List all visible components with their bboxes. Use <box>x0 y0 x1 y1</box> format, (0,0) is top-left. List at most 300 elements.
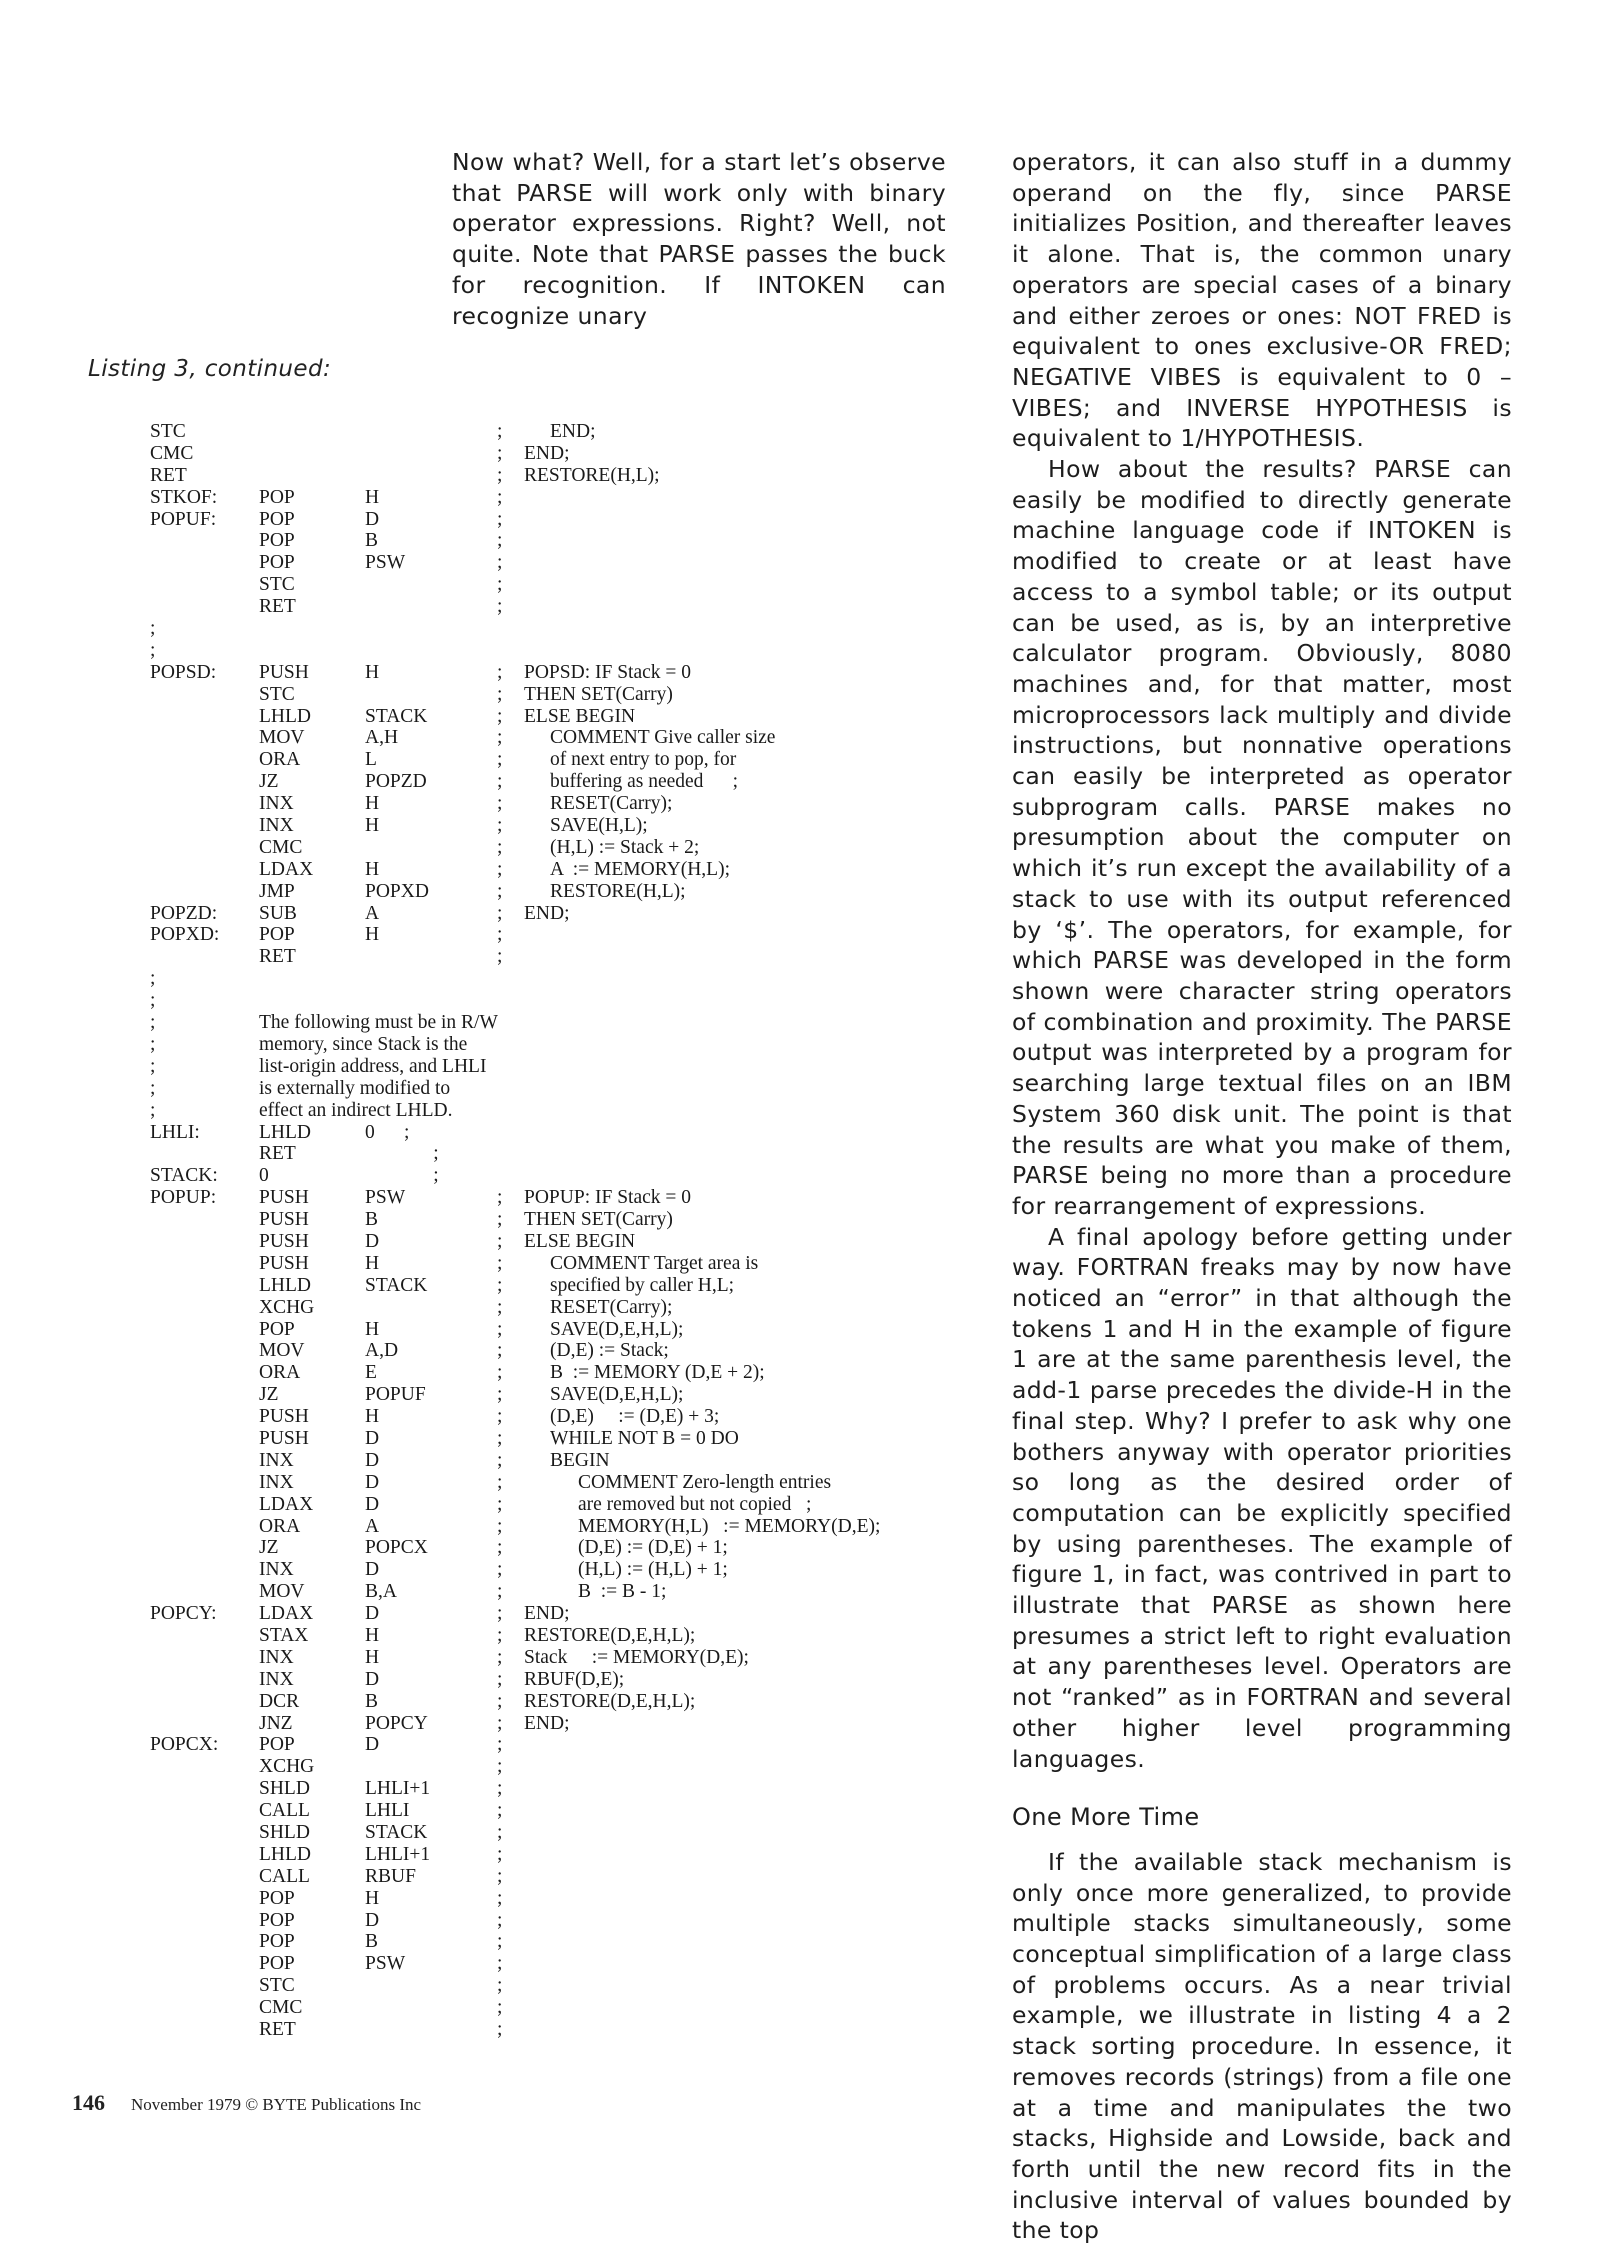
listing-semicolon: ; <box>497 1800 503 1822</box>
listing-row <box>150 662 910 684</box>
listing-semicolon: ; <box>497 1931 503 1953</box>
listing-opcode: CMC <box>259 836 303 858</box>
listing-semicolon: ; <box>497 1537 503 1559</box>
listing-semicolon: ; <box>497 1690 503 1712</box>
listing-label: POPUF: <box>150 508 217 530</box>
listing-row <box>150 1516 910 1538</box>
listing-opcode: XCHG <box>259 1296 315 1318</box>
listing-opcode: POP <box>259 1734 295 1756</box>
intro-text: Now what? Well, for a start let’s observe that PARSE will work only with binary operator expressions. Right? Well, not quite. Note that PARSE passes the buck for recognition. If INTOKEN can recognize unary <box>452 148 946 330</box>
listing-row <box>150 1472 910 1494</box>
listing-comment: (D,E) := Stack; <box>550 1340 669 1362</box>
listing-operand: STACK <box>365 705 428 727</box>
listing-comment: are removed but not copied ; <box>578 1493 812 1515</box>
listing-row <box>150 793 910 815</box>
listing-semicolon: ; <box>497 1427 503 1449</box>
listing-semicolon: ; <box>497 1953 503 1975</box>
listing-row <box>150 1866 910 1888</box>
listing-comment: SAVE(H,L); <box>550 815 648 837</box>
listing-opcode: RET <box>259 946 296 968</box>
listing-operand: D <box>365 1493 380 1515</box>
listing-label: LHLI: <box>150 1121 200 1143</box>
listing-row <box>150 749 910 771</box>
listing-label: STC <box>150 421 186 442</box>
listing-operand: H <box>365 924 380 946</box>
listing-row <box>150 1953 910 1975</box>
listing-row <box>150 640 910 662</box>
listing-semicolon: ; <box>497 1997 503 2019</box>
listing-comment: POPUP: IF Stack = 0 <box>524 1187 692 1209</box>
listing-label: ; <box>150 968 156 990</box>
listing-semicolon: ; <box>497 1209 503 1231</box>
listing-opcode: POP <box>259 552 295 574</box>
listing-label: POPUP: <box>150 1187 217 1209</box>
listing-semicolon: ; <box>497 946 503 968</box>
listing-row <box>150 1844 910 1866</box>
listing-semicolon: ; <box>497 771 503 793</box>
listing-opcode: SHLD <box>259 1822 310 1843</box>
listing-label: POPCY: <box>150 1603 217 1625</box>
paragraph-1: operators, it can also stuff in a dummy operand on the fly, since PARSE initializes Position, and thereafter leaves it alone. That is, the common unary operators are special cases of a binary and either zeroes or ones: NOT FRED is equivalent to ones exclusive-OR FRED; NEGATIVE VIBES is equivalent to 0 – VIBES; and INVERSE HYPOTHESIS is equivalent to 1/HYPOTHESIS. <box>1012 148 1512 453</box>
listing-opcode: POP <box>259 1931 295 1953</box>
listing-opcode: PUSH <box>259 1209 309 1231</box>
listing-semicolon: ; <box>497 749 503 771</box>
listing-operand: LHLI+1 <box>365 1843 431 1865</box>
listing-row <box>150 881 910 903</box>
listing-comment: POPSD: IF Stack = 0 <box>524 661 692 683</box>
listing-comment: RESET(Carry); <box>550 793 673 815</box>
listing-operand: PSW <box>365 1953 406 1975</box>
listing-opcode: LDAX <box>259 1603 314 1625</box>
listing-opcode: LDAX <box>259 1493 314 1515</box>
listing-semicolon: ; <box>497 1668 503 1690</box>
listing-operand: B <box>365 1690 379 1712</box>
listing-row <box>150 968 910 990</box>
listing-opcode: CMC <box>259 1997 303 2019</box>
listing-semicolon: ; <box>497 1975 503 1997</box>
paragraph-2: How about the results? PARSE can easily be modified to directly generate machine language code if INTOKEN is modified to create or at least have access to a symbol table; or its output can be used, as is, by an interpretive calculator program. Obviously, 8080 machines and, for that matter, most microprocessors lack multiply and divide instructions, but nonnative operations can easily be interpreted as operator subprogram calls. PARSE makes no presumption about the computer on which it’s run except the availability of a stack to use with its output referenced by ‘$’. The operators, for example, for which PARSE was developed in the form shown were character string operators of combination and proximity. The PARSE output was interpreted by a program for searching large textual files on an IBM System 360 disk unit. The point is that the results are what you make of them, PARSE being no more than a procedure for rearrangement of expressions. <box>1012 455 1512 1220</box>
listing-operand: B <box>365 1209 379 1231</box>
listing-label: ; <box>150 1012 156 1034</box>
listing-semicolon: ; <box>497 1274 503 1296</box>
listing-semicolon: ; <box>497 1603 503 1625</box>
listing-row <box>150 1165 910 1187</box>
listing-opcode: MOV <box>259 727 305 749</box>
listing-operand: D <box>365 1559 380 1581</box>
listing-semicolon: ; <box>497 1887 503 1909</box>
listing-opcode: PUSH <box>259 661 309 683</box>
listing-comment: (D,E) := (D,E) + 1; <box>578 1537 728 1559</box>
listing-operand: D <box>365 1603 380 1625</box>
listing-semicolon: ; <box>497 858 503 880</box>
listing-row <box>150 1888 910 1910</box>
listing-semicolon: ; <box>497 1187 503 1209</box>
listing-operand: LHLI <box>365 1800 410 1822</box>
listing-label: ; <box>150 618 156 640</box>
listing-opcode: POP <box>259 1318 295 1340</box>
listing-label: POPXD: <box>150 924 220 946</box>
listing-row <box>150 1931 910 1953</box>
listing-opcode: POP <box>259 924 295 946</box>
listing-semicolon: ; <box>497 902 503 924</box>
listing-row <box>150 487 910 509</box>
page-footer <box>72 2090 421 2116</box>
listing-label: ; <box>150 1033 156 1055</box>
listing-row <box>150 1975 910 1997</box>
listing-operand: H <box>365 815 380 837</box>
listing-operand: A <box>365 902 380 924</box>
listing-semicolon: ; <box>497 924 503 946</box>
listing-opcode: LDAX <box>259 858 314 880</box>
listing-row <box>150 443 910 465</box>
listing-semicolon: ; <box>497 2019 503 2041</box>
listing-label: STKOF: <box>150 486 218 508</box>
listing-operand: A,D <box>365 1340 399 1362</box>
listing-operand: H <box>365 1887 380 1909</box>
listing-opcode: STAX <box>259 1624 309 1646</box>
listing-row <box>150 1581 910 1603</box>
listing-row <box>150 574 910 596</box>
listing-opcode: JNZ <box>259 1712 293 1734</box>
listing-operand: H <box>365 1646 380 1668</box>
listing-label: ; <box>150 639 156 661</box>
listing-operand: H <box>365 793 380 815</box>
listing-semicolon: ; <box>497 1822 503 1843</box>
listing-operand: D <box>365 1734 380 1756</box>
listing-comment: RESTORE(H,L); <box>524 464 660 486</box>
listing-row <box>150 1778 910 1800</box>
listing-semicolon: ; <box>497 486 503 508</box>
listing-comment: A := MEMORY(H,L); <box>550 858 731 880</box>
listing-operand: D <box>365 1230 380 1252</box>
listing-semicolon: ; <box>497 815 503 837</box>
listing-opcode: ORA <box>259 1362 301 1384</box>
listing-operand: H <box>365 1624 380 1646</box>
listing-operand: H <box>365 1318 380 1340</box>
listing-opcode: RET <box>259 596 296 618</box>
listing-row <box>150 1822 910 1844</box>
listing-row <box>150 1997 910 2019</box>
listing-row <box>150 1078 910 1100</box>
listing-semicolon: ; <box>497 1515 503 1537</box>
listing-row <box>150 1734 910 1756</box>
listing-opcode: INX <box>259 793 294 815</box>
listing-opcode: LHLD <box>259 1121 311 1143</box>
code-listing <box>150 421 910 2041</box>
listing-row <box>150 1297 910 1319</box>
listing-operand: A <box>365 1515 380 1537</box>
listing-opcode: CALL <box>259 1800 310 1822</box>
listing-semicolon: ; <box>497 1252 503 1274</box>
listing-opcode: ORA <box>259 749 301 771</box>
listing-operand: A,H <box>365 727 399 749</box>
listing-operand: D <box>365 1427 380 1449</box>
listing-row <box>150 1231 910 1253</box>
listing-row <box>150 1362 910 1384</box>
listing-semicolon: ; <box>497 574 503 596</box>
listing-operand: STACK <box>365 1822 428 1843</box>
listing-opcode: PUSH <box>259 1406 309 1428</box>
listing-row <box>150 618 910 640</box>
listing-semicolon: ; <box>497 1230 503 1252</box>
listing-row <box>150 1910 910 1932</box>
listing-comment: COMMENT Give caller size <box>550 727 776 749</box>
listing-semicolon: ; <box>497 1559 503 1581</box>
listing-row <box>150 837 910 859</box>
listing-row <box>150 2019 910 2041</box>
listing-semicolon: ; <box>497 1734 503 1756</box>
listing-comment: THEN SET(Carry) <box>524 683 673 705</box>
listing-semicolon: ; <box>497 1296 503 1318</box>
listing-operand: D <box>365 1471 380 1493</box>
listing-semicolon: ; <box>497 1471 503 1493</box>
listing-operand: B,A <box>365 1581 397 1603</box>
listing-semicolon: ; <box>497 793 503 815</box>
listing-opcode: STC <box>259 683 295 705</box>
listing-comment: (H,L) := Stack + 2; <box>550 836 700 858</box>
listing-operand: D <box>365 508 380 530</box>
listing-opcode: INX <box>259 1668 294 1690</box>
listing-semicolon: ; <box>497 683 503 705</box>
listing-opcode: STC <box>259 574 295 596</box>
listing-row <box>150 1494 910 1516</box>
listing-semicolon: ; <box>497 1843 503 1865</box>
listing-comment: COMMENT Zero-length entries <box>578 1471 832 1493</box>
listing-semicolon: ; <box>497 1493 503 1515</box>
listing-comment: SAVE(D,E,H,L); <box>550 1318 684 1340</box>
listing-row <box>150 1406 910 1428</box>
listing-operand: RBUF <box>365 1865 416 1887</box>
listing-comment: THEN SET(Carry) <box>524 1209 673 1231</box>
listing-semicolon: ; <box>497 596 503 618</box>
listing-operand: B <box>365 1931 379 1953</box>
listing-row <box>150 684 910 706</box>
listing-note: The following must be in R/W <box>259 1012 498 1034</box>
listing-row <box>150 596 910 618</box>
listing-opcode: JZ <box>259 1537 279 1559</box>
listing-operand: D <box>365 1668 380 1690</box>
listing-semicolon: ; <box>497 1756 503 1778</box>
listing-row <box>150 1603 910 1625</box>
listing-semicolon: ; <box>497 421 503 442</box>
listing-opcode: POP <box>259 1953 295 1975</box>
listing-label: CMC <box>150 442 194 464</box>
listing-row <box>150 946 910 968</box>
listing-row <box>150 727 910 749</box>
listing-opcode: PUSH <box>259 1252 309 1274</box>
listing-opcode: LHLD <box>259 1274 311 1296</box>
listing-operand: POPCY <box>365 1712 428 1734</box>
listing-comment: END; <box>524 442 570 464</box>
listing-semicolon: ; <box>497 508 503 530</box>
listing-label: ; <box>150 1077 156 1099</box>
listing-comment: END; <box>524 902 570 924</box>
listing-comment: RESTORE(D,E,H,L); <box>524 1690 696 1712</box>
listing-opcode: JZ <box>259 771 279 793</box>
listing-opcode: LHLD <box>259 1843 311 1865</box>
listing-operand: POPZD <box>365 771 427 793</box>
listing-semicolon: ; <box>497 1362 503 1384</box>
listing-row <box>150 1450 910 1472</box>
listing-comment: RESTORE(H,L); <box>550 880 686 902</box>
listing-label: RET <box>150 464 187 486</box>
listing-comment: BEGIN <box>550 1449 610 1471</box>
listing-semicolon: ; <box>497 1384 503 1406</box>
listing-opcode: RET <box>259 1143 296 1165</box>
listing-label: POPSD: <box>150 661 217 683</box>
listing-row <box>150 1143 910 1165</box>
listing-operand: L <box>365 749 377 771</box>
listing-semicolon: ; <box>497 1624 503 1646</box>
listing-opcode: MOV <box>259 1581 305 1603</box>
listing-opcode: PUSH <box>259 1187 309 1209</box>
listing-opcode: POP <box>259 530 295 552</box>
listing-comment: buffering as needed ; <box>550 771 739 793</box>
listing-comment: ELSE BEGIN <box>524 1230 636 1252</box>
listing-label: ; <box>150 1099 156 1121</box>
listing-note: memory, since Stack is the <box>259 1033 468 1055</box>
listing-row <box>150 1756 910 1778</box>
listing-opcode: INX <box>259 1646 294 1668</box>
listing-comment: specified by caller H,L; <box>550 1274 735 1296</box>
listing-row <box>150 706 910 728</box>
listing-opcode: POP <box>259 486 295 508</box>
listing-semicolon: ; <box>497 1712 503 1734</box>
listing-operand: D <box>365 1449 380 1471</box>
listing-row <box>150 1319 910 1341</box>
listing-row <box>150 509 910 531</box>
listing-opcode: POP <box>259 1909 295 1931</box>
listing-operand: ; <box>365 1143 439 1165</box>
listing-semicolon: ; <box>497 661 503 683</box>
listing-semicolon: ; <box>497 1646 503 1668</box>
listing-row <box>150 1100 910 1122</box>
listing-comment: WHILE NOT B = 0 DO <box>550 1427 739 1449</box>
listing-operand: STACK <box>365 1274 428 1296</box>
listing-row <box>150 1428 910 1450</box>
listing-comment: MEMORY(H,L) := MEMORY(D,E); <box>578 1515 881 1537</box>
listing-semicolon: ; <box>497 1909 503 1931</box>
listing-caption: Listing 3, continued: <box>88 356 332 382</box>
listing-row <box>150 1187 910 1209</box>
listing-opcode: DCR <box>259 1690 300 1712</box>
listing-operand: POPXD <box>365 880 429 902</box>
listing-operand: E <box>365 1362 377 1384</box>
listing-semicolon: ; <box>497 836 503 858</box>
listing-operand: PSW <box>365 552 406 574</box>
listing-semicolon: ; <box>497 1340 503 1362</box>
listing-semicolon: ; <box>497 442 503 464</box>
listing-row <box>150 421 910 443</box>
listing-comment: END; <box>524 1712 570 1734</box>
listing-comment: RESTORE(D,E,H,L); <box>524 1624 696 1646</box>
listing-opcode: JZ <box>259 1384 279 1406</box>
listing-comment: B := MEMORY (D,E + 2); <box>550 1362 765 1384</box>
listing-semicolon: ; <box>497 1778 503 1800</box>
listing-opcode: XCHG <box>259 1756 315 1778</box>
listing-label: POPZD: <box>150 902 218 924</box>
listing-operand: H <box>365 1252 380 1274</box>
listing-opcode: PUSH <box>259 1427 309 1449</box>
listing-operand: B <box>365 530 379 552</box>
listing-opcode: POP <box>259 1887 295 1909</box>
paragraph-4: If the available stack mechanism is only once more generalized, to provide multiple stacks simultaneously, some conceptual simplification of a large class of problems occurs. As a near trivial example, we illustrate in listing 4 a 2 stack sorting procedure. In essence, it removes records (strings) from a file one at a time and manipulates the two stacks, Highside and Lowside, back and forth until the new record fits in the inclusive interval of values bounded by the top <box>1012 1847 1512 2245</box>
listing-opcode: INX <box>259 1449 294 1471</box>
listing-semicolon: ; <box>497 1581 503 1603</box>
copyright-line: November 1979 © BYTE Publications Inc <box>131 2095 422 2114</box>
listing-operand: H <box>365 858 380 880</box>
listing-row <box>150 1647 910 1669</box>
listing-operand: H <box>365 1406 380 1428</box>
listing-row <box>150 1253 910 1275</box>
listing-row <box>150 1340 910 1362</box>
section-heading: One More Time <box>1012 1803 1200 1832</box>
listing-row <box>150 1034 910 1056</box>
listing-semicolon: ; <box>497 1406 503 1428</box>
listing-opcode: STC <box>259 1975 295 1997</box>
listing-opcode: RET <box>259 2019 296 2041</box>
listing-opcode: MOV <box>259 1340 305 1362</box>
listing-row <box>150 552 910 574</box>
listing-row <box>150 1012 910 1034</box>
listing-row <box>150 903 910 925</box>
listing-row <box>150 1537 910 1559</box>
listing-opcode: PUSH <box>259 1230 309 1252</box>
listing-operand: ; <box>365 1165 439 1187</box>
listing-opcode: JMP <box>259 880 295 902</box>
listing-opcode: ORA <box>259 1515 301 1537</box>
listing-comment: Stack := MEMORY(D,E); <box>524 1646 749 1668</box>
intro-paragraph <box>452 147 946 331</box>
listing-operand: 0 ; <box>365 1121 410 1143</box>
listing-semicolon: ; <box>497 727 503 749</box>
right-column <box>1012 147 1512 2246</box>
listing-note: is externally modified to <box>259 1077 451 1099</box>
listing-row <box>150 530 910 552</box>
listing-opcode: INX <box>259 815 294 837</box>
listing-operand: PSW <box>365 1187 406 1209</box>
listing-comment: ELSE BEGIN <box>524 705 636 727</box>
listing-semicolon: ; <box>497 1865 503 1887</box>
listing-opcode: INX <box>259 1559 294 1581</box>
listing-opcode: SUB <box>259 902 297 924</box>
listing-semicolon: ; <box>497 552 503 574</box>
listing-semicolon: ; <box>497 464 503 486</box>
paragraph-3: A final apology before getting under way. FORTRAN freaks may by now have noticed an “error” in that although the tokens 1 and H in the example of figure 1 are at the same parenthesis level, the add-1 parse precedes the divide-H in the final step. Why? I prefer to ask why one bothers anyway with operator priorities so long as the desired order of computation can be explicitly specified by using parentheses. The example of figure 1, in fact, was contrived in part to illustrate that PARSE as shown here presumes a strict left to right evaluation at any parentheses level. Operators are not “ranked” as in FORTRAN and several other higher level programming languages. <box>1012 1222 1512 1773</box>
listing-row <box>150 1056 910 1078</box>
listing-row <box>150 924 910 946</box>
listing-row <box>150 465 910 487</box>
listing-semicolon: ; <box>497 1318 503 1340</box>
listing-note: effect an indirect LHLD. <box>259 1099 453 1121</box>
listing-semicolon: ; <box>497 530 503 552</box>
listing-comment: END; <box>524 1603 570 1625</box>
listing-row <box>150 1625 910 1647</box>
listing-row <box>150 1275 910 1297</box>
listing-row <box>150 1122 910 1144</box>
listing-semicolon: ; <box>497 705 503 727</box>
listing-comment: RESET(Carry); <box>550 1296 673 1318</box>
listing-row <box>150 1559 910 1581</box>
listing-opcode: 0 <box>259 1165 269 1187</box>
listing-label: ; <box>150 1055 156 1077</box>
listing-row <box>150 859 910 881</box>
listing-semicolon: ; <box>497 1449 503 1471</box>
listing-row <box>150 1209 910 1231</box>
listing-note: list-origin address, and LHLI <box>259 1055 487 1077</box>
listing-row <box>150 815 910 837</box>
listing-opcode: SHLD <box>259 1778 310 1800</box>
